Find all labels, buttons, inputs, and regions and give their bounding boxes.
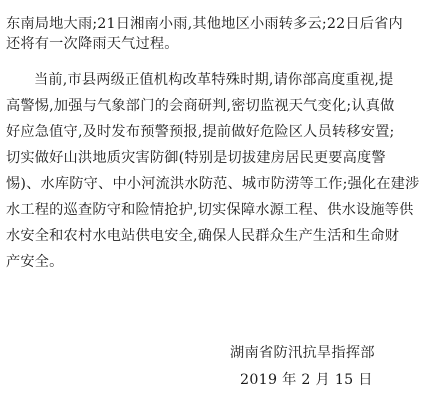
paragraph-2-line-1: 当前,市县两级正值机构改革特殊时期,请你部高度重视,提: [34, 72, 394, 88]
paragraph-2-line-4: 切实做好山洪地质灾害防御(特别是切拔建房居民更要高度警: [6, 150, 386, 166]
paragraph-2-line-5: 惕)、水库防守、中小河流洪水防范、城市防涝等工作;强化在建涉: [6, 176, 420, 192]
paragraph-2-line-6: 水工程的巡查防守和险情抢护,切实保障水源工程、供水设施等供: [6, 202, 414, 218]
signature-organization: 湖南省防汛抗旱指挥部: [230, 345, 375, 361]
paragraph-2-line-3: 好应急值守,及时发布预警预报,提前做好危险区人员转移安置;: [6, 124, 395, 140]
paragraph-2-line-7: 水安全和农村水电站供电安全,确保人民群众生产生活和生命财: [6, 228, 400, 244]
paragraph-2-line-2: 高警惕,加强与气象部门的会商研判,密切监视天气变化;认真做: [6, 98, 395, 114]
paragraph-1-line-1: 东南局地大雨;21日湘南小雨,其他地区小雨转多云;22日后省内: [6, 16, 403, 32]
paragraph-2-line-8: 产安全。: [6, 254, 64, 270]
paragraph-1-line-2: 还将有一次降雨天气过程。: [6, 36, 179, 52]
signature-date: 2019 年 2 月 15 日: [240, 372, 373, 388]
